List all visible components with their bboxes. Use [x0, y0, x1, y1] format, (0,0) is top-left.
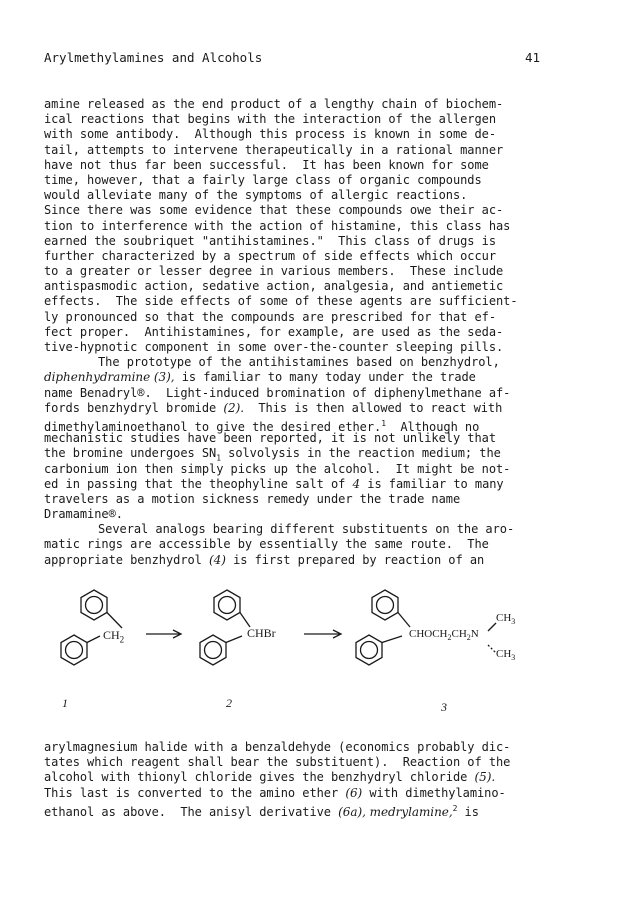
- compound-name-italic: diphenhydramine (3),: [44, 370, 175, 385]
- text-line: [44, 446, 544, 461]
- text-line: have not thus far been successful. It has been known for some: [44, 157, 489, 172]
- text-line: The prototype of the antihistamines based on benzhydrol,: [98, 355, 500, 370]
- paragraph-allergy: [44, 97, 544, 568]
- text-line: Several analogs bearing different substituents on the aro-: [98, 522, 515, 537]
- benzene-ring-icon: [377, 597, 394, 614]
- text-span: alcohol with thionyl chloride gives the benzhydryl chloride: [44, 770, 475, 785]
- compound-3-methyl-top: [496, 612, 515, 626]
- compound-3-number: 3: [441, 700, 447, 714]
- benzene-ring-icon: [86, 597, 103, 614]
- bond-line: [240, 613, 250, 628]
- text-line: Dramamine®.: [44, 507, 123, 522]
- text-line: [44, 770, 544, 785]
- text-line: ical reactions that begins with the interaction of the allergen: [44, 112, 497, 127]
- page-number: 41: [524, 50, 540, 65]
- text-line: further characterized by a spectrum of side effects which occur: [44, 248, 497, 263]
- text-span: ethanol as above. The anisyl derivative: [44, 804, 339, 819]
- running-head-title: Arylmethylamines and Alcohols: [44, 50, 263, 65]
- text-line: tates which reagent shall bear the substituent). Reaction of the: [44, 755, 511, 770]
- bond-line: [488, 623, 496, 631]
- bond-line: [107, 613, 122, 629]
- text-span: dimethylaminoethanol to give the desired ether.: [44, 419, 382, 434]
- bond-line: [87, 636, 100, 643]
- benzene-ring-icon: [361, 642, 378, 659]
- text-span: the bromine undergoes SN: [44, 446, 217, 461]
- compound-name-italic: (6a), medrylamine,: [338, 804, 453, 819]
- subscript: 3: [511, 653, 516, 663]
- text-span: with dimethylamino-: [362, 785, 506, 800]
- text-line: tail, attempts to intervene therapeutically in a rational manner: [44, 142, 504, 157]
- bond-line: [226, 636, 242, 643]
- formula-text: N: [470, 628, 479, 640]
- arrow-2-icon: [304, 630, 341, 638]
- benzene-ring-icon: [205, 642, 222, 659]
- text-line: name Benadryl®. Light-induced bromination of diphenylmethane af-: [44, 385, 511, 400]
- compound-2-number: 2: [226, 696, 232, 710]
- text-line: tion to interference with the action of histamine, this class has: [44, 218, 511, 233]
- text-line: [44, 801, 544, 819]
- formula-text: CH: [496, 648, 512, 660]
- text-line: would alleviate many of the symptoms of allergic reactions.: [44, 188, 468, 203]
- text-line: arylmagnesium halide with a benzaldehyde (economics probably dic-: [44, 740, 511, 754]
- compound-3-methyl-bottom: [496, 648, 515, 662]
- text-span: ed in passing that the theophyline salt of: [44, 476, 353, 491]
- text-span: This last is converted to the amino ether: [44, 785, 346, 800]
- text-line: antispasmodic action, sedative action, analgesia, and antiemetic: [44, 279, 504, 294]
- subscript: 2: [119, 634, 125, 645]
- benzene-ring-icon: [219, 597, 236, 614]
- text-span: Although no: [386, 419, 480, 434]
- text-line: mechanistic studies have been reported, it is not unlikely that: [44, 431, 497, 446]
- text-span: appropriate benzhydrol: [44, 552, 210, 567]
- text-span: is familiar to many: [360, 476, 504, 491]
- compound-2-label: CHBr: [247, 626, 276, 640]
- text-span: This is then allowed to react with: [244, 400, 503, 415]
- footnote-ref: 2: [452, 803, 458, 813]
- text-line: [44, 553, 544, 568]
- arrow-1-icon: [146, 630, 181, 638]
- text-line: amine released as the end product of a lengthy chain of biochem-: [44, 97, 504, 111]
- subscript: 1: [216, 453, 221, 463]
- text-line: matic rings are accessible by essentially the same route. The: [44, 537, 489, 552]
- formula-text: CHOCH: [409, 628, 448, 640]
- text-line: effects. The side effects of some of these agents are sufficient-: [44, 294, 518, 309]
- bond-line: [382, 636, 402, 643]
- text-span: is first prepared by reaction of an: [225, 552, 485, 567]
- compound-ref-italic: (5).: [474, 770, 496, 785]
- formula-text: CH: [496, 612, 512, 624]
- running-head: [44, 50, 540, 66]
- compound-1-label: [103, 628, 124, 644]
- text-line: Since there was some evidence that these compounds owe their ac-: [44, 203, 504, 218]
- text-line: travelers as a motion sickness remedy under the trade name: [44, 491, 461, 506]
- text-line: fect proper. Antihistamines, for example, are used as the seda-: [44, 324, 504, 339]
- text-line: with some antibody. Although this process is known in some de-: [44, 127, 497, 142]
- subscript: 3: [511, 617, 516, 627]
- reaction-scheme: [44, 584, 584, 720]
- compound-2-structure: [200, 590, 250, 665]
- text-line: [44, 477, 544, 492]
- text-line: to a greater or lesser degree in various members. These include: [44, 264, 504, 279]
- text-line: time, however, that a fairly large class of organic compounds: [44, 172, 482, 187]
- compound-3-label: [409, 628, 479, 642]
- text-line: tive-hypnotic component in some over-the-counter sleeping pills.: [44, 340, 504, 354]
- bond-line: [488, 645, 496, 653]
- paragraph-analogs-continued: [44, 740, 544, 819]
- subscript: 2: [466, 633, 471, 643]
- benzene-ring-icon: [66, 642, 83, 659]
- formula-text: CH: [103, 628, 120, 642]
- compound-ref-italic: (6): [345, 785, 363, 800]
- compound-ref-italic: (2).: [223, 400, 244, 415]
- bond-line: [398, 613, 410, 628]
- text-span: fords benzhydryl bromide: [44, 400, 224, 415]
- text-line: ly pronounced so that the compounds are prescribed for that ef-: [44, 309, 497, 324]
- compound-ref-italic: (4): [209, 552, 226, 567]
- subscript: 2: [447, 633, 452, 643]
- text-line: [44, 401, 544, 416]
- formula-text: CH: [451, 628, 467, 640]
- text-span: is: [457, 804, 479, 819]
- text-span: solvolysis in the reaction medium; the: [220, 446, 501, 461]
- text-line: [44, 416, 544, 434]
- footnote-ref: 1: [381, 418, 386, 428]
- text-span: is familiar to many today under the trade: [174, 370, 476, 385]
- compound-1-number: 1: [62, 696, 68, 710]
- text-line: [44, 370, 544, 385]
- text-line: earned the soubriquet "antihistamines." This class of drugs is: [44, 233, 497, 248]
- text-line: carbonium ion then simply picks up the alcohol. It might be not-: [44, 461, 511, 476]
- compound-ref-italic: 4: [352, 476, 361, 491]
- text-line: [44, 786, 544, 801]
